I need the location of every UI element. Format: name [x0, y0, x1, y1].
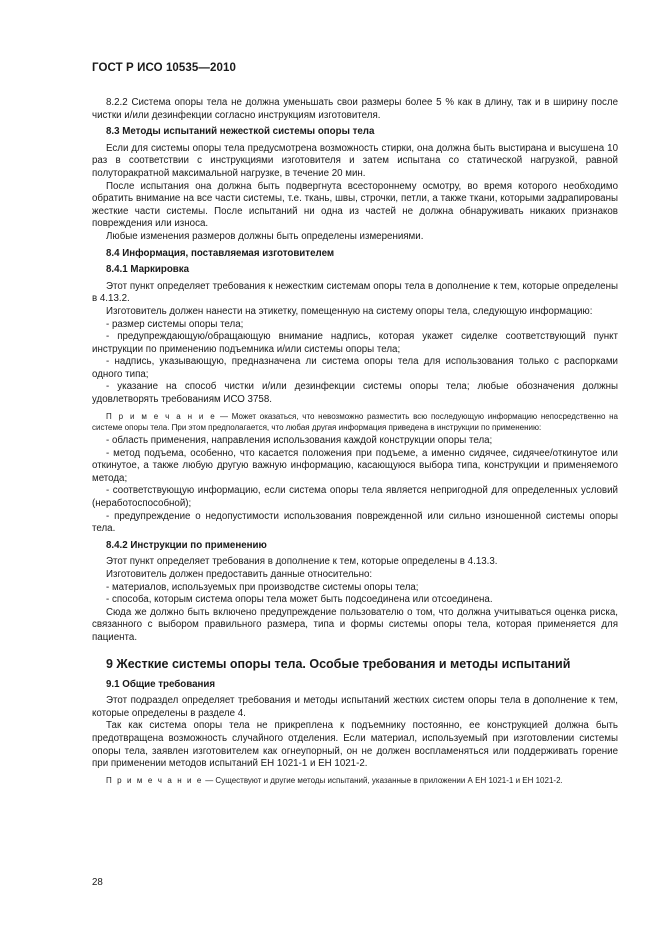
heading-8-4-2: 8.4.2 Инструкции по применению — [106, 539, 267, 551]
note-label: П р и м е ч а н и е — [106, 411, 217, 421]
list-item: - способа, которым система опоры тела может быть подсоединена или отсоединена. — [106, 594, 493, 606]
heading-8-4: 8.4 Информация, поставляемая изготовителем — [106, 247, 335, 259]
paragraph-8-4-2-2: Изготовитель должен предоставить данные относительно: — [106, 569, 373, 580]
paragraph-8-4-2-1: Этот пункт определяет требования в дополнение к тем, которые определены в 4.13.3. — [106, 556, 498, 568]
list-item: - соответствующую информацию, если система опоры тела является непригодной для определенных условий (неработоспособной); — [92, 485, 618, 510]
document-header: ГОСТ Р ИСО 10535—2010 — [92, 62, 237, 74]
page-number: 28 — [92, 877, 103, 888]
paragraph-8-4-1-2: Изготовитель должен нанести на этикетку, помещенную на систему опоры тела, следующую информацию: — [106, 305, 593, 317]
note-text: — Может оказаться, что невозможно разместить всю последующую информацию непосредственно на системе опоры тела. При этом предполагается, что любая другая информация приведена в инструкции по применению: — [92, 411, 618, 432]
heading-9-1: 9.1 Общие требования — [106, 678, 216, 690]
note-1 — [92, 411, 618, 433]
paragraph-9-1-1: Этот подраздел определяет требования и методы испытаний жестких систем опоры тела в дополнение к тем, которые определены в разделе 4. — [92, 695, 618, 719]
note-label: П р и м е ч а н и е — [106, 775, 203, 785]
list-item: - предупреждение о недопустимости использования поврежденной или сильно изношенной системы опоры тела. — [92, 510, 618, 535]
paragraph-8-3-2: После испытания она должна быть подвергнута всестороннему осмотру, во время которого необходимо обратить внимание на все части системы, т.е. ткань, швы, строчки, петли, а также ткани, которыми задрапированы жесткие части системы. После испытаний ни одна из частей не должна обнаруживать никаких признаков повреждения или износа. — [92, 180, 618, 230]
paragraph-8-4-1-1: Этот пункт определяет требования к нежестким системам опоры тела в дополнение к тем, которые определены в 4.13.2. — [92, 280, 618, 305]
paragraph-8-2-2: 8.2.2 Система опоры тела не должна уменьшать свои размеры более 5 % как в длину, так и в ширину после чистки и/или дезинфекции согласно инструкциям изготовителя. — [92, 97, 618, 121]
paragraph-8-4-2-3: Сюда же должно быть включено предупреждение пользователю о том, что должна учитываться оценка риска, связанного с выбором правильного размера, типа и формы системы опоры тела, которая применяется для пациента. — [92, 606, 618, 643]
list-item: - размер системы опоры тела; — [106, 318, 244, 330]
list-item: - надпись, указывающую, предназначена ли система опоры тела для использования только с распорками одного типа; — [92, 356, 618, 380]
paragraph-8-3-1: Если для системы опоры тела предусмотрена возможность стирки, она должна быть выстирана и высушена 10 раз в соответствии с инструкциями изготовителя и затем испытана со статической нагрузкой, равной полуторакратной максимальной нагрузке, в течение 20 мин. — [92, 142, 618, 179]
page-body — [92, 97, 618, 788]
list-item: - предупреждающую/обращающую внимание надпись, которая укажет сиделке соответствующий пункт инструкции по применению подъемника и/или системы опоры тела; — [92, 331, 618, 355]
heading-8-4-1: 8.4.1 Маркировка — [106, 264, 190, 276]
note-text: — Существуют и другие методы испытаний, указанные в приложении А ЕН 1021-1 и ЕН 1021-2. — [202, 775, 563, 785]
note-2 — [92, 775, 618, 786]
list-item: - область применения, направления использования каждой конструкции опоры тела; — [106, 435, 493, 447]
paragraph-8-3-3: Любые изменения размеров должны быть определены измерениями. — [106, 230, 424, 242]
heading-section-9: 9 Жесткие системы опоры тела. Особые требования и методы испытаний — [106, 656, 571, 671]
list-item: - материалов, используемых при производстве системы опоры тела; — [106, 581, 419, 593]
list-item: - метод подъема, особенно, что касается положения при подъеме, а именно сидячее, сидячее/откинутое или откинутое, а также любую другую важную информацию, касающуюся выбора типа, конструкции и применяемого метода; — [92, 447, 618, 484]
list-item: - указание на способ чистки и/или дезинфекции системы опоры тела; любые обозначения должны удовлетворять требованиям ИСО 3758. — [92, 381, 618, 406]
heading-8-3: 8.3 Методы испытаний нежесткой системы опоры тела — [106, 126, 375, 138]
paragraph-9-1-2: Так как система опоры тела не прикреплена к подъемнику постоянно, ее конструкцией должна быть предотвращена возможность случайного отделения. Если материал, используемый при изготовлении системы опоры тела, заявлен изготовителем как огнеупорный, он не должен воспламеняться или поддерживать горение при применении методов испытаний ЕН 1021-1 и ЕН 1021-2. — [92, 720, 618, 770]
